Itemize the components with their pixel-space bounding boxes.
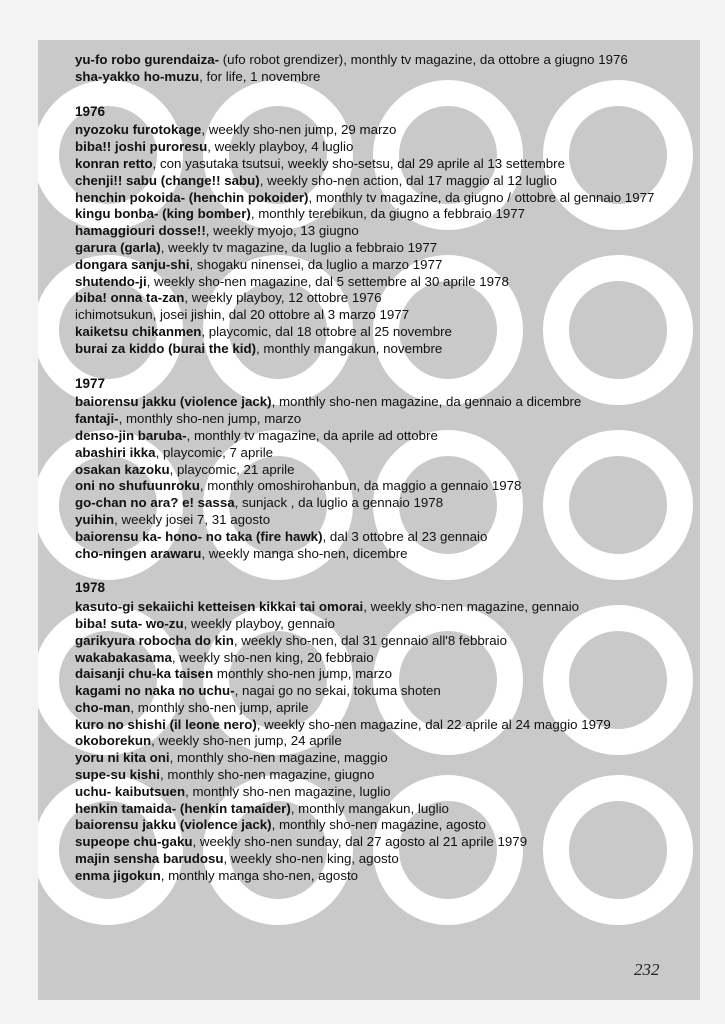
work-title: yoru ni kita oni xyxy=(75,750,170,766)
work-title: chenji!! sabu (change!! sabu) xyxy=(75,172,260,188)
list-item xyxy=(75,190,690,207)
work-details: , playcomic, 7 aprile xyxy=(155,444,274,460)
work-details: , weekly sho-nen magazine, dal 5 settembre al 30 aprile 1978 xyxy=(146,273,509,289)
work-details: , sunjack , da luglio a gennaio 1978 xyxy=(234,495,444,511)
work-details: , monthly sho-nen magazine, luglio xyxy=(185,783,391,799)
work-title: biba! suta- wo-zu xyxy=(75,615,184,631)
work-title: uchu- kaibutsuen xyxy=(75,783,186,799)
work-details: , monthly tv magazine, da giugno / ottobre al gennaio 1977 xyxy=(308,189,655,205)
work-title: henchin pokoida- (henchin pokoider) xyxy=(75,189,309,205)
list-item xyxy=(75,394,690,411)
list-item xyxy=(75,69,690,86)
list-item xyxy=(75,240,690,257)
work-details: , shogaku ninensei, da luglio a marzo 1977 xyxy=(189,256,443,272)
work-title: henkin tamaida- (henkin tamaider) xyxy=(75,800,291,816)
work-details: , monthly tv magazine, da aprile ad ottobre xyxy=(186,427,438,443)
work-title: yuihin xyxy=(75,511,115,527)
list-item xyxy=(75,341,690,358)
work-title: denso-jin baruba- xyxy=(75,427,187,443)
list-item xyxy=(75,307,690,324)
work-title: baiorensu ka- hono- no taka (fire hawk) xyxy=(75,528,323,544)
work-title: abashiri ikka xyxy=(75,444,156,460)
work-details: monthly sho-nen jump, marzo xyxy=(213,666,393,682)
list-item xyxy=(75,206,690,223)
list-item xyxy=(75,495,690,512)
work-details: , weekly josei 7, 31 agosto xyxy=(114,511,271,527)
work-details: , weekly myojo, 13 giugno xyxy=(205,223,359,239)
work-details: ichimotsukun, josei jishin, dal 20 ottobre al 3 marzo 1977 xyxy=(75,307,410,323)
work-details: , monthly sho-nen magazine, da gennaio a dicembre xyxy=(271,394,582,410)
work-details: , weekly playboy, 12 ottobre 1976 xyxy=(184,290,382,306)
list-item xyxy=(75,733,690,750)
work-details: , playcomic, 21 aprile xyxy=(169,461,295,477)
work-title: wakabakasama xyxy=(75,649,172,665)
work-title: majin sensha barudosu xyxy=(75,851,224,867)
work-details: , monthly sho-nen magazine, agosto xyxy=(271,817,486,833)
list-item xyxy=(75,529,690,546)
list-item xyxy=(75,173,690,190)
work-details: , for life, 1 novembre xyxy=(199,68,321,84)
section-1976 xyxy=(75,104,690,358)
work-title: kingu bonba- (king bomber) xyxy=(75,206,251,222)
work-title: enma jigokun xyxy=(75,867,161,883)
list-item xyxy=(75,478,690,495)
work-title: sha-yakko ho-muzu xyxy=(75,68,200,84)
work-details: , monthly sho-nen jump, aprile xyxy=(130,699,309,715)
list-item xyxy=(75,868,690,885)
work-details: , playcomic, dal 18 ottobre al 25 novembre xyxy=(201,323,452,339)
work-title: kasuto-gi sekaiichi ketteisen kikkai tai omorai xyxy=(75,599,364,615)
work-details: , weekly tv magazine, da luglio a febbraio 1977 xyxy=(160,239,438,255)
list-item xyxy=(75,546,690,563)
work-details: , weekly sho-nen action, dal 17 maggio al 12 luglio xyxy=(259,172,557,188)
list-item xyxy=(75,52,690,69)
work-title: biba!! joshi puroresu xyxy=(75,139,208,155)
list-item xyxy=(75,223,690,240)
list-item xyxy=(75,683,690,700)
work-details: , weekly sho-nen king, 20 febbraio xyxy=(171,649,374,665)
list-item xyxy=(75,817,690,834)
list-item xyxy=(75,801,690,818)
work-title: hamaggiouri dosse!! xyxy=(75,223,206,239)
work-title: go-chan no ara? e! sassa xyxy=(75,495,235,511)
work-title: osakan kazoku xyxy=(75,461,170,477)
work-title: supeope chu-gaku xyxy=(75,834,193,850)
list-item xyxy=(75,274,690,291)
year-heading: 1977 xyxy=(75,375,106,391)
list-item xyxy=(75,599,690,616)
work-details: , monthly mangakun, novembre xyxy=(256,340,443,356)
work-title: kuro no shishi (il leone nero) xyxy=(75,716,257,732)
work-title: cho-man xyxy=(75,699,131,715)
list-item xyxy=(75,784,690,801)
work-title: nyozoku furotokage xyxy=(75,122,202,138)
list-item xyxy=(75,290,690,307)
work-details: , weekly sho-nen, dal 31 gennaio all'8 febbraio xyxy=(233,632,507,648)
work-details: , weekly playboy, gennaio xyxy=(183,615,335,631)
list-item xyxy=(75,324,690,341)
list-item xyxy=(75,666,690,683)
work-title: baiorensu jakku (violence jack) xyxy=(75,394,272,410)
work-title: kagami no naka no uchu- xyxy=(75,683,235,699)
list-item xyxy=(75,122,690,139)
work-details: , monthly sho-nen magazine, giugno xyxy=(159,767,375,783)
work-details: , monthly terebikun, da giugno a febbraio 1977 xyxy=(250,206,526,222)
year-heading: 1976 xyxy=(75,103,106,119)
work-details: , con yasutaka tsutsui, weekly sho-setsu, dal 29 aprile al 13 settembre xyxy=(152,155,565,171)
work-details: (ufo robot grendizer), monthly tv magazine, da ottobre a giugno 1976 xyxy=(219,52,628,67)
work-details: , weekly sho-nen jump, 24 aprile xyxy=(151,733,342,749)
list-item xyxy=(75,462,690,479)
work-details: , monthly manga sho-nen, agosto xyxy=(160,867,359,883)
list-item xyxy=(75,428,690,445)
work-title: daisanji chu-ka taisen xyxy=(75,666,214,682)
work-details: , weekly sho-nen magazine, dal 22 aprile al 24 maggio 1979 xyxy=(256,716,611,732)
list-item xyxy=(75,650,690,667)
list-item xyxy=(75,139,690,156)
work-details: , weekly manga sho-nen, dicembre xyxy=(201,545,408,561)
list-item xyxy=(75,445,690,462)
list-item xyxy=(75,633,690,650)
work-details: , monthly mangakun, luglio xyxy=(290,800,449,816)
work-title: supe-su kishi xyxy=(75,767,160,783)
work-details: , weekly sho-nen sunday, dal 27 agosto al 21 aprile 1979 xyxy=(192,834,528,850)
work-details: , dal 3 ottobre al 23 gennaio xyxy=(322,528,488,544)
list-item xyxy=(75,767,690,784)
work-title: fantaji- xyxy=(75,411,119,427)
work-title: kaiketsu chikanmen xyxy=(75,323,202,339)
page-number: 232 xyxy=(634,960,660,979)
work-title: cho-ningen arawaru xyxy=(75,545,202,561)
bibliography-list xyxy=(75,52,690,885)
work-details: , weekly sho-nen magazine, gennaio xyxy=(363,599,580,615)
list-item xyxy=(75,851,690,868)
work-title: baiorensu jakku (violence jack) xyxy=(75,817,272,833)
work-title: biba! onna ta-zan xyxy=(75,290,185,306)
list-item xyxy=(75,257,690,274)
list-item xyxy=(75,700,690,717)
work-details: , monthly omoshirohanbun, da maggio a gennaio 1978 xyxy=(199,478,522,494)
section-1978 xyxy=(75,580,690,884)
list-item xyxy=(75,156,690,173)
work-details: , weekly playboy, 4 luglio xyxy=(207,139,354,155)
work-details: , nagai go no sekai, tokuma shoten xyxy=(234,683,441,699)
grey-sheet xyxy=(38,40,700,1000)
list-item xyxy=(75,411,690,428)
work-details: , monthly sho-nen jump, marzo xyxy=(118,411,302,427)
work-title: burai za kiddo (burai the kid) xyxy=(75,340,257,356)
year-heading: 1978 xyxy=(75,580,106,596)
section-intro xyxy=(75,52,690,86)
work-title: oni no shufuunroku xyxy=(75,478,200,494)
list-item xyxy=(75,834,690,851)
work-details: , weekly sho-nen jump, 29 marzo xyxy=(201,122,397,138)
work-title: dongara sanju-shi xyxy=(75,256,190,272)
list-item xyxy=(75,717,690,734)
list-item xyxy=(75,512,690,529)
section-1977 xyxy=(75,376,690,563)
work-title: garura (garla) xyxy=(75,239,161,255)
work-title: yu-fo robo gurendaiza- xyxy=(75,52,220,67)
work-details: , weekly sho-nen king, agosto xyxy=(223,851,399,867)
work-title: okoborekun xyxy=(75,733,152,749)
work-title: garikyura robocha do kin xyxy=(75,632,234,648)
list-item xyxy=(75,616,690,633)
list-item xyxy=(75,750,690,767)
work-title: konran retto xyxy=(75,155,153,171)
work-details: , monthly sho-nen magazine, maggio xyxy=(169,750,388,766)
work-title: shutendo-ji xyxy=(75,273,147,289)
